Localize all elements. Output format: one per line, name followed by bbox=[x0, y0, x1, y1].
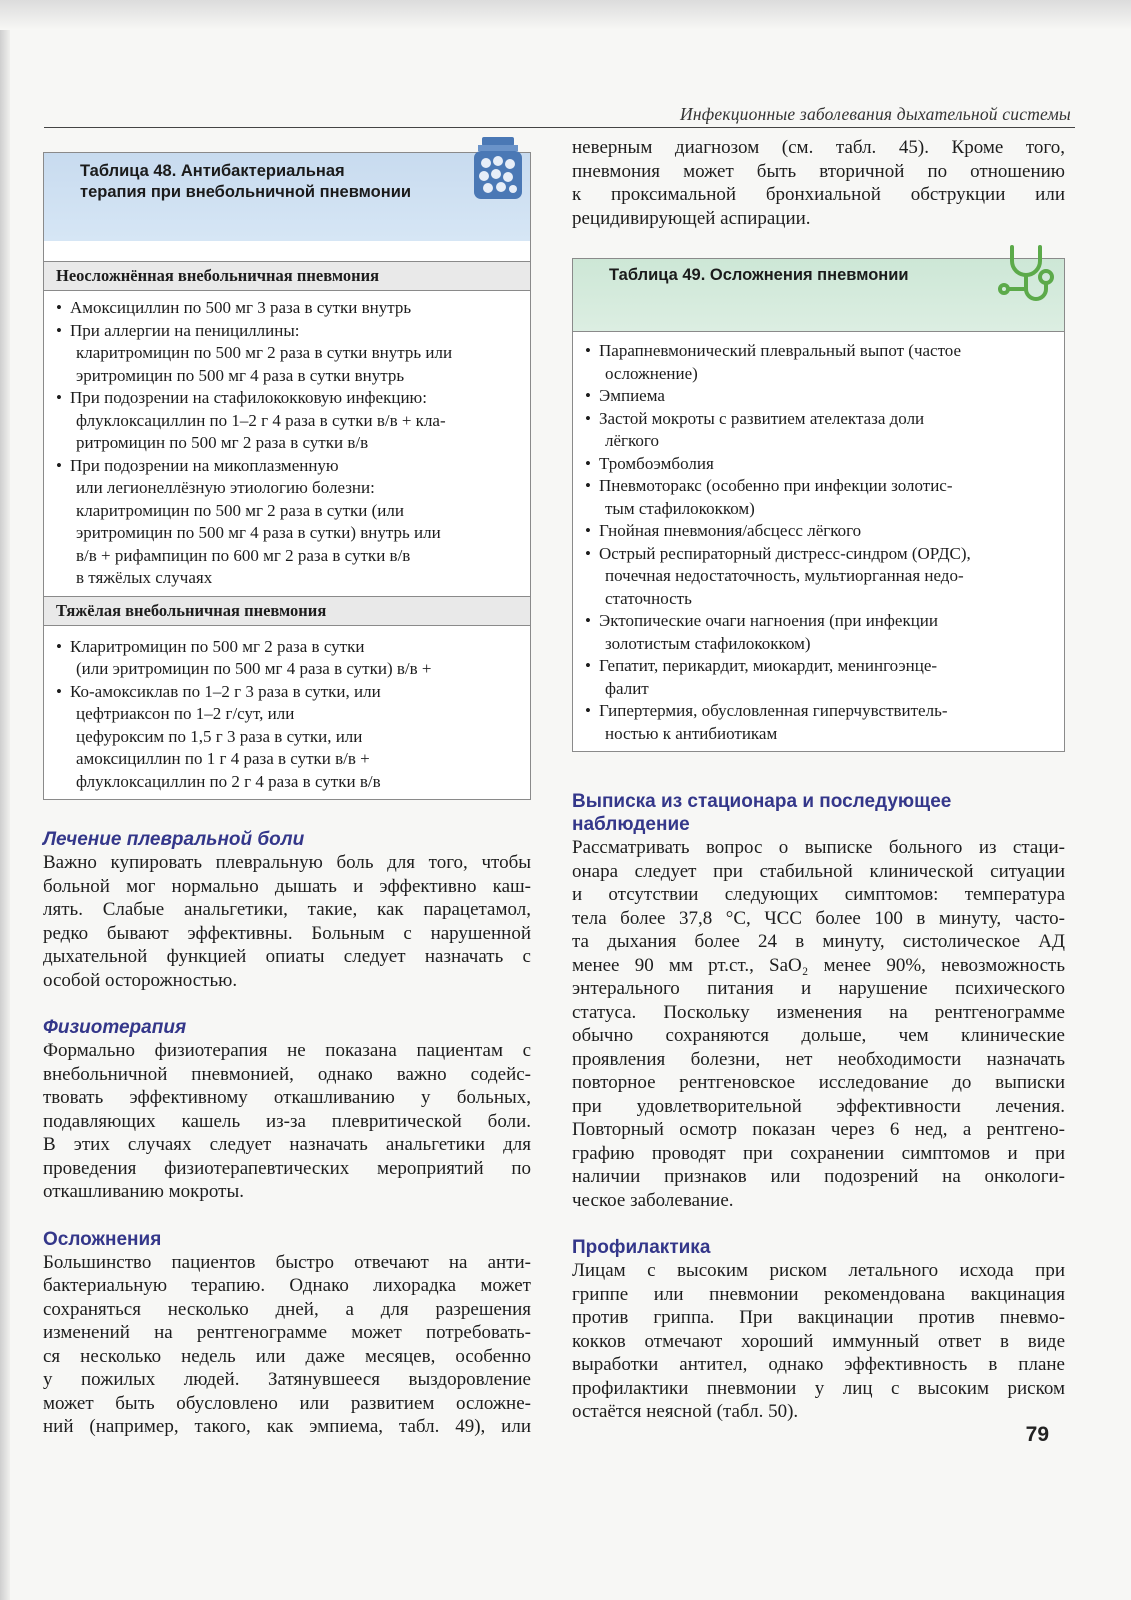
item-line: • Гнойная пневмония/абсцесс лёгкого bbox=[599, 521, 862, 540]
heading-line: Выписка из стационара и последующее bbox=[572, 791, 952, 812]
item-line: • Острый респираторный дистресс-синдром (ОРДС), bbox=[599, 543, 971, 563]
item-line: или легионеллёзную этиологию болезни: bbox=[76, 478, 375, 497]
item-line: лёгкого bbox=[605, 431, 659, 450]
top-shadow bbox=[0, 0, 1131, 30]
heading-line: наблюдение bbox=[572, 814, 690, 835]
text-line: пневмония может быть вторичной по отношению bbox=[572, 160, 1065, 182]
section-body bbox=[43, 851, 531, 992]
item-line: статочность bbox=[605, 588, 692, 608]
header-rule bbox=[44, 127, 1075, 128]
text-line: остаётся неясной (табл. 50). bbox=[572, 1401, 799, 1422]
text-line: тела более 37,8 °С, ЧСС более 100 в минуту, часто- bbox=[572, 907, 1065, 929]
section-body bbox=[43, 1039, 531, 1204]
text-line: Повторный осмотр показан через 6 нед, а рентгено- bbox=[572, 1119, 1065, 1140]
text-line: обычно сохраняются дольше, чем клинические bbox=[572, 1025, 1065, 1046]
section-body bbox=[43, 1251, 531, 1439]
item-line: • Парапневмонический плевральный выпот (частое bbox=[599, 341, 962, 360]
item-line: амоксициллин по 1 г 4 раза в сутки в/в + bbox=[76, 749, 370, 768]
item-line: кларитромицин по 500 мг 2 раза в сутки внутрь или bbox=[76, 343, 453, 362]
text-line: больной мог нормально дышать и эффективно каш- bbox=[43, 875, 531, 897]
text-line: проявления болезни, нет необходимости назначать bbox=[572, 1048, 1065, 1070]
section-body bbox=[572, 1259, 1065, 1424]
text-line: ся несколько недель или даже месяцев, особенно bbox=[43, 1345, 531, 1367]
text-line: В этих случаях следует назначать анальгетики для bbox=[43, 1134, 531, 1155]
item-line: цефтриаксон по 1–2 г/сут, или bbox=[76, 704, 295, 723]
list-item bbox=[585, 408, 1054, 453]
text-line: графию проводят при сохранении симптомов и при bbox=[572, 1142, 1065, 1164]
text-line: профилактики пневмонии у лиц с высоким риском bbox=[572, 1377, 1065, 1399]
text-line: та дыхания более 24 в минуту, систолическое АД bbox=[572, 931, 1065, 952]
section-heading bbox=[572, 790, 1065, 836]
section-heading: Профилактика bbox=[572, 1237, 711, 1258]
text-line: откашливанию мокроты. bbox=[43, 1181, 244, 1202]
item-line: флуклоксациллин по 2 г 4 раза в сутки в/в bbox=[76, 771, 381, 791]
text-line: Рассматривать вопрос о выписке больного из стаци- bbox=[572, 837, 1065, 858]
text-line: неверным диагнозом (см. табл. 45). Кроме того, bbox=[572, 137, 1065, 158]
intro-continuation bbox=[572, 136, 1065, 230]
table-49 bbox=[572, 258, 1065, 752]
text-line: особой осторожностью. bbox=[43, 969, 238, 991]
table-48-title-line: терапия при внебольничной пневмонии bbox=[80, 183, 411, 201]
text-line: лять. Слабые анальгетики, такие, как парацетамол, bbox=[43, 899, 531, 920]
section-prevention bbox=[572, 1236, 1065, 1424]
text-line: гриппе или пневмонии рекомендована вакцинация bbox=[572, 1283, 1065, 1305]
item-line: фалит bbox=[605, 678, 649, 698]
item-line: • Амоксициллин по 500 мг 3 раза в сутки внутрь bbox=[70, 298, 412, 317]
item-line: эритромицин по 500 мг 4 раза в сутки) внутрь или bbox=[76, 523, 441, 542]
item-line: цефуроксим по 1,5 г 3 раза в сутки, или bbox=[76, 726, 363, 746]
text-line: дыхательной функцией опиаты следует назначать с bbox=[43, 946, 531, 967]
running-head: Инфекционные заболевания дыхательной системы bbox=[680, 104, 1071, 124]
list-item bbox=[585, 520, 1054, 543]
item-line: кларитромицин по 500 мг 2 раза в сутки (или bbox=[76, 500, 404, 520]
list-item bbox=[56, 681, 520, 794]
table-48-section-uncomplicated: Неосложнённая внебольничная пневмония bbox=[44, 261, 530, 291]
pill-bottle-icon bbox=[468, 135, 528, 203]
text-line: Большинство пациентов быстро отвечают на анти- bbox=[43, 1251, 531, 1273]
item-line: золотистым стафилококком) bbox=[605, 633, 811, 653]
list-item bbox=[585, 340, 1054, 385]
text-line: против гриппа. При вакцинации против пневмо- bbox=[572, 1307, 1065, 1328]
section-physiotherapy bbox=[43, 1016, 531, 1204]
list-item bbox=[585, 610, 1054, 655]
section-heading: Осложнения bbox=[43, 1228, 162, 1250]
item-line: • Гипертермия, обусловленная гиперчувствитель- bbox=[599, 701, 948, 720]
text-line: у пожилых людей. Затянувшееся выздоровление bbox=[43, 1369, 531, 1390]
table-48-list-severe bbox=[44, 626, 530, 800]
item-line: • Пневмоторакс (особенно при инфекции золотис- bbox=[599, 476, 953, 495]
item-line: • Эктопические очаги нагноения (при инфекции bbox=[599, 611, 938, 630]
list-item bbox=[585, 543, 1054, 611]
item-line: (или эритромицин по 500 мг 4 раза в сутки) в/в + bbox=[76, 659, 432, 678]
table-49-list bbox=[573, 331, 1064, 751]
list-item bbox=[585, 700, 1054, 745]
text-line: выработки антител, однако эффективность в плане bbox=[572, 1354, 1065, 1375]
text-line: ний (например, такого, как эмпиема, табл. 49), или bbox=[43, 1416, 531, 1437]
text-line: при удовлетворительной эффективности лечения. bbox=[572, 1095, 1065, 1117]
item-line: • Застой мокроты с развитием ателектаза доли bbox=[599, 408, 925, 428]
table-48-title-line: Таблица 48. Антибактериальная bbox=[80, 162, 345, 180]
table-48-list-uncomplicated bbox=[44, 291, 530, 596]
text-line: онара следует при стабильной клинической ситуации bbox=[572, 860, 1065, 882]
item-line: • При аллергии на пенициллины: bbox=[70, 320, 300, 340]
stethoscope-icon bbox=[994, 243, 1058, 315]
text-line: к проксимальной бронхиальной обструкции или bbox=[572, 184, 1065, 205]
list-item bbox=[585, 385, 1054, 408]
text-line: проведения физиотерапевтических мероприятий по bbox=[43, 1157, 531, 1179]
section-body bbox=[572, 836, 1065, 1212]
text-line: энтерального питания и нарушение психического bbox=[572, 978, 1065, 999]
item-line: ностью к антибиотикам bbox=[605, 723, 778, 743]
text-line: повторное рентгеновское исследование до выписки bbox=[572, 1072, 1065, 1093]
list-item bbox=[56, 297, 520, 320]
item-line: флуклоксациллин по 1–2 г 4 раза в сутки в/в + кла- bbox=[76, 410, 446, 430]
list-item bbox=[585, 453, 1054, 476]
list-item bbox=[56, 636, 520, 681]
list-item bbox=[56, 320, 520, 388]
item-line: в тяжёлых случаях bbox=[76, 568, 213, 587]
left-column bbox=[43, 136, 531, 1439]
item-line: • При подозрении на стафилококковую инфекцию: bbox=[70, 388, 427, 407]
text-line: редко бывают эффективны. Больным с нарушенной bbox=[43, 922, 531, 944]
text-line: рецидивирующей аспирации. bbox=[572, 207, 811, 229]
page-edge bbox=[0, 0, 10, 1600]
item-line: • Ко-амоксиклав по 1–2 г 3 раза в сутки, или bbox=[70, 681, 381, 701]
page-number: 79 bbox=[1025, 1423, 1049, 1446]
item-line: • Кларитромицин по 500 мг 2 раза в сутки bbox=[70, 636, 365, 656]
text-line: кокков отмечают хороший иммунный ответ в виде bbox=[572, 1330, 1065, 1352]
item-line: осложнение) bbox=[605, 363, 698, 383]
section-heading: Физиотерапия bbox=[43, 1017, 187, 1038]
item-line: • Эмпиема bbox=[599, 386, 665, 405]
table-49-title: Таблица 49. Осложнения пневмонии bbox=[609, 266, 909, 284]
text-line: наличии признаков или подозрений на онкологи- bbox=[572, 1166, 1065, 1187]
section-complications bbox=[43, 1228, 531, 1439]
text-line: и отсутствии следующих симптомов: температура bbox=[572, 884, 1065, 905]
item-line: • Тромбоэмболия bbox=[599, 453, 714, 473]
text-line: Формально физиотерапия не показана пациентам с bbox=[43, 1040, 531, 1061]
item-line: • При подозрении на микоплазменную bbox=[70, 455, 339, 475]
section-pleural-pain bbox=[43, 828, 531, 992]
text-line: сохраняться несколько дней, а для разрешения bbox=[43, 1298, 531, 1320]
text-line: Важно купировать плевральную боль для того, чтобы bbox=[43, 852, 531, 873]
text-line: Лицам с высоким риском летального исхода при bbox=[572, 1260, 1065, 1281]
list-item bbox=[56, 387, 520, 455]
text-line: может быть обусловлено или развитием осложне- bbox=[43, 1392, 531, 1414]
table-48 bbox=[43, 152, 531, 800]
list-item bbox=[56, 455, 520, 590]
text-line: ческое заболевание. bbox=[572, 1189, 734, 1211]
table-49-header bbox=[573, 259, 1064, 331]
item-line: тым стафилококком) bbox=[605, 498, 755, 518]
text-line: твовать эффективному откашливанию у больных, bbox=[43, 1087, 531, 1108]
text-line: изменений на рентгенограмме может потребовать- bbox=[43, 1322, 531, 1343]
section-discharge bbox=[572, 790, 1065, 1212]
item-line: в/в + рифампицин по 600 мг 2 раза в сутки в/в bbox=[76, 545, 411, 565]
item-line: ритромицин по 500 мг 2 раза в сутки в/в bbox=[76, 433, 369, 452]
text-line: статуса. Поскольку изменения на рентгенограмме bbox=[572, 1001, 1065, 1023]
text-line: подавляющих кашель из-за плевритической боли. bbox=[43, 1110, 531, 1132]
section-heading: Лечение плевральной боли bbox=[43, 829, 305, 850]
text-line: менее 90 мм рт.ст., SaO₂ менее 90%, невозможность bbox=[572, 954, 1065, 976]
list-item bbox=[585, 655, 1054, 700]
item-line: почечная недостаточность, мультиорганная недо- bbox=[605, 566, 964, 585]
list-item bbox=[585, 475, 1054, 520]
table-48-section-severe: Тяжёлая внебольничная пневмония bbox=[44, 596, 530, 626]
item-line: • Гепатит, перикардит, миокардит, менингоэнце- bbox=[599, 656, 938, 675]
text-line: внебольничной пневмонией, однако важно содейс- bbox=[43, 1063, 531, 1085]
item-line: эритромицин по 500 мг 4 раза в сутки внутрь bbox=[76, 365, 405, 385]
right-column bbox=[572, 136, 1065, 1424]
table-48-header bbox=[44, 153, 530, 241]
text-line: бактериальную терапию. Однако лихорадка может bbox=[43, 1275, 531, 1296]
